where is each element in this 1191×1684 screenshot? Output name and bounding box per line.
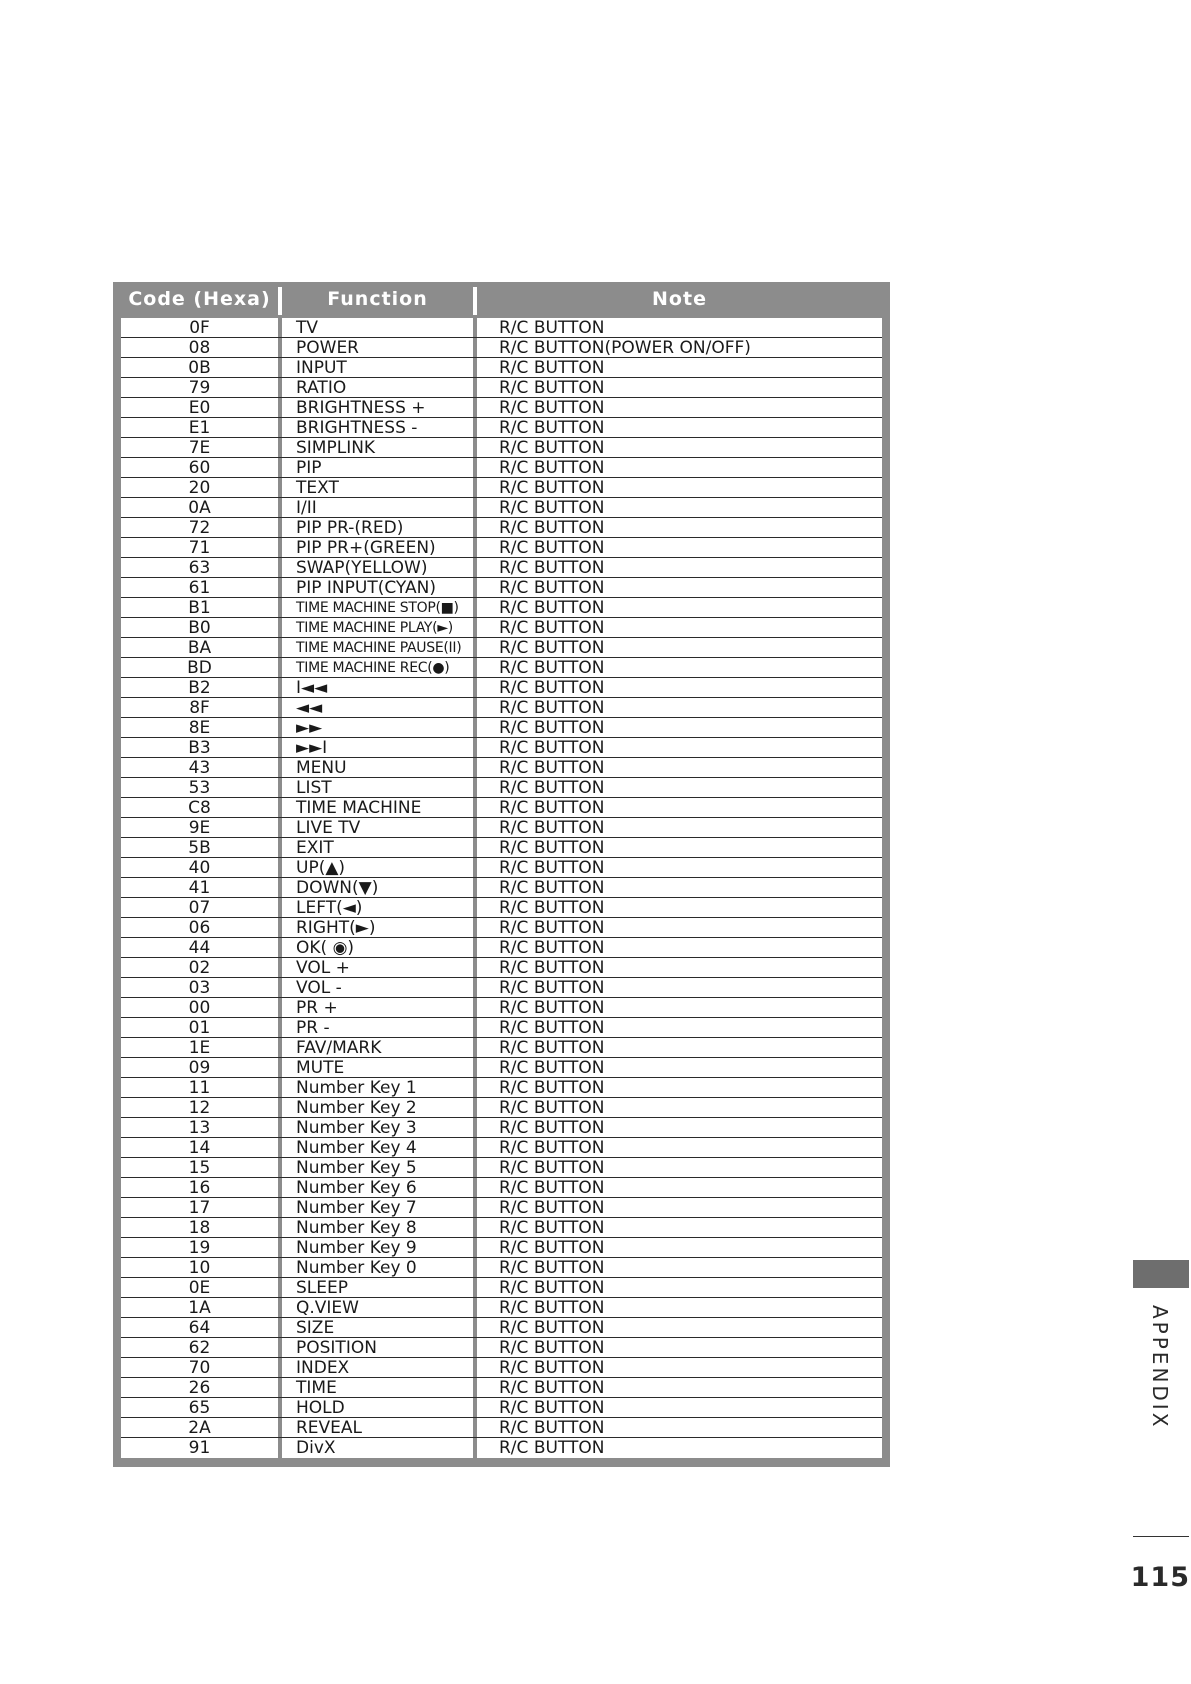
code-cell: 07 (188, 898, 211, 917)
function-cell: OK( ◉) (296, 938, 355, 957)
code-cell: 9E (188, 818, 211, 837)
header-note: Note (652, 287, 707, 310)
table-row (121, 718, 882, 738)
function-cell: TIME MACHINE (296, 798, 422, 817)
note-cell: R/C BUTTON (499, 558, 605, 577)
header-code: Code (Hexa) (128, 287, 271, 310)
function-cell: PR - (296, 1018, 330, 1037)
function-cell: Number Key 7 (296, 1198, 417, 1217)
function-cell: Number Key 4 (296, 1138, 417, 1157)
note-cell: R/C BUTTON (499, 1118, 605, 1137)
table-row (121, 1298, 882, 1318)
note-cell: R/C BUTTON (499, 1078, 605, 1097)
table-row (121, 598, 882, 618)
code-cell: 2A (188, 1418, 211, 1437)
note-cell: R/C BUTTON (499, 918, 605, 937)
function-cell: TIME MACHINE REC(●) (296, 660, 450, 676)
note-cell: R/C BUTTON (499, 518, 605, 537)
function-cell: SWAP(YELLOW) (296, 558, 428, 577)
code-cell: 06 (188, 918, 211, 937)
function-cell: PIP (296, 458, 322, 477)
note-cell: R/C BUTTON (499, 1278, 605, 1297)
code-cell: 14 (188, 1138, 211, 1157)
table-row (121, 1198, 882, 1218)
note-cell: R/C BUTTON (499, 978, 605, 997)
table-row (121, 878, 882, 898)
code-cell: 5B (188, 838, 211, 857)
table-row (121, 618, 882, 638)
table-row (121, 958, 882, 978)
code-cell: 62 (188, 1338, 211, 1357)
function-cell: ►►I (296, 738, 328, 757)
note-cell: R/C BUTTON (499, 1138, 605, 1157)
note-cell: R/C BUTTON (499, 638, 605, 657)
function-cell: TV (296, 318, 319, 337)
table-row (121, 978, 882, 998)
function-cell: Number Key 6 (296, 1178, 417, 1197)
code-cell: 17 (188, 1198, 211, 1217)
note-cell: R/C BUTTON (499, 1398, 605, 1417)
table-row (121, 1218, 882, 1238)
code-cell: B0 (188, 618, 211, 637)
function-cell: PIP PR-(RED) (296, 518, 404, 537)
note-cell: R/C BUTTON (499, 1058, 605, 1077)
code-cell: 20 (188, 478, 211, 497)
note-cell: R/C BUTTON (499, 658, 605, 677)
table-row (121, 1238, 882, 1258)
function-cell: ►► (296, 718, 323, 737)
table-row (121, 1438, 882, 1458)
function-cell: FAV/MARK (296, 1038, 382, 1057)
function-cell: Number Key 8 (296, 1218, 417, 1237)
table-row (121, 1098, 882, 1118)
code-cell: 11 (188, 1078, 211, 1097)
table-row (121, 478, 882, 498)
function-cell: ◄◄ (296, 698, 323, 717)
table-row (121, 1358, 882, 1378)
note-cell: R/C BUTTON (499, 438, 605, 457)
code-cell: 10 (188, 1258, 211, 1277)
code-cell: 91 (188, 1438, 211, 1458)
code-cell: 18 (188, 1218, 211, 1237)
code-cell: 16 (188, 1178, 211, 1197)
table-body (121, 318, 882, 1458)
code-cell: 13 (188, 1118, 211, 1137)
code-cell: E1 (188, 418, 211, 437)
note-cell: R/C BUTTON (499, 358, 605, 377)
note-cell: R/C BUTTON (499, 778, 605, 797)
page-number-rule (1133, 1536, 1189, 1537)
table-row (121, 838, 882, 858)
table-row (121, 558, 882, 578)
table-row (121, 758, 882, 778)
code-cell: 01 (188, 1018, 211, 1037)
function-cell: I◄◄ (296, 678, 328, 697)
note-cell: R/C BUTTON (499, 418, 605, 437)
code-cell: 71 (188, 538, 211, 557)
note-cell: R/C BUTTON (499, 1358, 605, 1377)
code-cell: 0F (189, 318, 210, 337)
code-cell: 0B (188, 358, 211, 377)
table-row (121, 1018, 882, 1038)
note-cell: R/C BUTTON (499, 618, 605, 637)
table-row (121, 1118, 882, 1138)
code-cell: 03 (188, 978, 211, 997)
function-cell: Number Key 9 (296, 1238, 417, 1257)
note-cell: R/C BUTTON (499, 1318, 605, 1337)
table-row (121, 998, 882, 1018)
code-cell: 63 (188, 558, 211, 577)
note-cell: R/C BUTTON (499, 538, 605, 557)
function-cell: EXIT (296, 838, 334, 857)
note-cell: R/C BUTTON (499, 758, 605, 777)
code-cell: 53 (188, 778, 211, 797)
function-cell: MUTE (296, 1058, 345, 1077)
table-row (121, 358, 882, 378)
note-cell: R/C BUTTON (499, 1258, 605, 1277)
note-cell: R/C BUTTON (499, 1038, 605, 1057)
function-cell: DOWN(▼) (296, 878, 379, 897)
table-row (121, 1038, 882, 1058)
note-cell: R/C BUTTON (499, 838, 605, 857)
code-cell: 12 (188, 1098, 211, 1117)
function-cell: SLEEP (296, 1278, 348, 1297)
note-cell: R/C BUTTON (499, 1218, 605, 1237)
function-cell: INDEX (296, 1358, 350, 1377)
function-cell: TIME MACHINE STOP(■) (296, 600, 459, 616)
table-row (121, 798, 882, 818)
function-cell: RATIO (296, 378, 347, 397)
command-code-table (113, 282, 890, 1467)
code-cell: 65 (188, 1398, 211, 1417)
code-cell: 8E (188, 718, 211, 737)
code-cell: B2 (188, 678, 211, 697)
function-cell: Number Key 0 (296, 1258, 417, 1277)
page-number: 115 (1130, 1562, 1190, 1593)
code-cell: 41 (188, 878, 211, 897)
table-row (121, 338, 882, 358)
header-function: Function (327, 287, 428, 310)
table-row (121, 1058, 882, 1078)
table-row (121, 1318, 882, 1338)
function-cell: TIME (296, 1378, 337, 1397)
code-cell: 7E (188, 438, 211, 457)
note-cell: R/C BUTTON (499, 498, 605, 517)
section-tab-marker (1133, 1260, 1189, 1288)
function-cell: Number Key 1 (296, 1078, 417, 1097)
note-cell: R/C BUTTON (499, 678, 605, 697)
table-row (121, 858, 882, 878)
table-row (121, 1258, 882, 1278)
note-cell: R/C BUTTON (499, 578, 605, 597)
table-row (121, 438, 882, 458)
function-cell: PIP PR+(GREEN) (296, 538, 436, 557)
note-cell: R/C BUTTON (499, 1158, 605, 1177)
function-cell: LIST (296, 778, 332, 797)
code-cell: 15 (188, 1158, 211, 1177)
function-cell: REVEAL (296, 1418, 363, 1437)
note-cell: R/C BUTTON (499, 378, 605, 397)
note-cell: R/C BUTTON (499, 698, 605, 717)
code-cell: BA (187, 638, 212, 657)
function-cell: BRIGHTNESS + (296, 398, 426, 417)
table-row (121, 498, 882, 518)
code-cell: 61 (188, 578, 211, 597)
note-cell: R/C BUTTON (499, 1098, 605, 1117)
note-cell: R/C BUTTON (499, 398, 605, 417)
note-cell: R/C BUTTON (499, 938, 605, 957)
note-cell: R/C BUTTON (499, 1178, 605, 1197)
table-row (121, 918, 882, 938)
function-cell: TEXT (296, 478, 339, 497)
code-cell: 79 (188, 378, 211, 397)
note-cell: R/C BUTTON (499, 1418, 605, 1437)
table-row (121, 1278, 882, 1298)
note-cell: R/C BUTTON (499, 1018, 605, 1037)
table-row (121, 378, 882, 398)
function-cell: SIZE (296, 1318, 335, 1337)
note-cell: R/C BUTTON(POWER ON/OFF) (499, 338, 751, 357)
function-cell: Number Key 2 (296, 1098, 417, 1117)
table-row (121, 398, 882, 418)
table-row (121, 1138, 882, 1158)
table-row (121, 678, 882, 698)
note-cell: R/C BUTTON (499, 478, 605, 497)
function-cell: VOL + (296, 958, 350, 977)
code-cell: 44 (188, 938, 211, 957)
code-cell: BD (187, 658, 212, 677)
note-cell: R/C BUTTON (499, 598, 605, 617)
function-cell: Number Key 3 (296, 1118, 417, 1137)
code-cell: 40 (188, 858, 211, 877)
function-cell: HOLD (296, 1398, 345, 1417)
code-cell: 43 (188, 758, 211, 777)
function-cell: TIME MACHINE PLAY(►) (296, 620, 453, 636)
note-cell: R/C BUTTON (499, 318, 605, 337)
table-row (121, 418, 882, 438)
table-row (121, 938, 882, 958)
table-row (121, 818, 882, 838)
function-cell: INPUT (296, 358, 347, 377)
code-cell: 0E (188, 1278, 211, 1297)
note-cell: R/C BUTTON (499, 1238, 605, 1257)
note-cell: R/C BUTTON (499, 958, 605, 977)
code-cell: E0 (188, 398, 211, 417)
code-cell: 0A (188, 498, 211, 517)
function-cell: LEFT(◄) (296, 898, 363, 917)
table-header (121, 282, 882, 315)
function-cell: LIVE TV (296, 818, 361, 837)
code-cell: 70 (188, 1358, 211, 1377)
table-row (121, 658, 882, 678)
function-cell: RIGHT(►) (296, 918, 376, 937)
note-cell: R/C BUTTON (499, 878, 605, 897)
table-row (121, 518, 882, 538)
note-cell: R/C BUTTON (499, 1378, 605, 1397)
function-cell: POWER (296, 338, 359, 357)
code-cell: 8F (189, 698, 210, 717)
function-cell: MENU (296, 758, 347, 777)
function-cell: SIMPLINK (296, 438, 376, 457)
section-label: APPENDIX (1148, 1305, 1172, 1430)
table-row (121, 538, 882, 558)
note-cell: R/C BUTTON (499, 818, 605, 837)
table-row (121, 1158, 882, 1178)
code-cell: C8 (188, 798, 211, 817)
code-cell: B1 (188, 598, 211, 617)
function-cell: POSITION (296, 1338, 377, 1357)
function-cell: BRIGHTNESS - (296, 418, 418, 437)
code-cell: 19 (188, 1238, 211, 1257)
note-cell: R/C BUTTON (499, 1298, 605, 1317)
code-cell: 26 (188, 1378, 211, 1397)
code-cell: 64 (188, 1318, 211, 1337)
note-cell: R/C BUTTON (499, 1338, 605, 1357)
table-row (121, 1338, 882, 1358)
table-row (121, 898, 882, 918)
table-row (121, 578, 882, 598)
note-cell: R/C BUTTON (499, 738, 605, 757)
table-row (121, 458, 882, 478)
function-cell: Number Key 5 (296, 1158, 417, 1177)
function-cell: PR + (296, 998, 338, 1017)
note-cell: R/C BUTTON (499, 998, 605, 1017)
table-row (121, 1078, 882, 1098)
function-cell: UP(▲) (296, 858, 346, 877)
code-cell: 08 (188, 338, 211, 357)
function-cell: VOL - (296, 978, 342, 997)
table-row (121, 698, 882, 718)
note-cell: R/C BUTTON (499, 718, 605, 737)
table-row (121, 318, 882, 338)
note-cell: R/C BUTTON (499, 1198, 605, 1217)
table-row (121, 1378, 882, 1398)
code-cell: 1E (188, 1038, 211, 1057)
code-cell: 60 (188, 458, 211, 477)
function-cell: Q.VIEW (296, 1298, 359, 1317)
code-cell: B3 (188, 738, 211, 757)
note-cell: R/C BUTTON (499, 898, 605, 917)
table-row (121, 778, 882, 798)
table-row (121, 738, 882, 758)
table-row (121, 1178, 882, 1198)
function-cell: DivX (296, 1438, 336, 1458)
function-cell: PIP INPUT(CYAN) (296, 578, 436, 597)
code-cell: 02 (188, 958, 211, 977)
code-cell: 09 (188, 1058, 211, 1077)
code-cell: 72 (188, 518, 211, 537)
function-cell: I/II (296, 498, 317, 517)
code-cell: 1A (188, 1298, 211, 1317)
table-row (121, 638, 882, 658)
code-cell: 00 (188, 998, 211, 1017)
note-cell: R/C BUTTON (499, 798, 605, 817)
table-row (121, 1398, 882, 1418)
function-cell: TIME MACHINE PAUSE(II) (296, 640, 462, 656)
note-cell: R/C BUTTON (499, 1438, 605, 1458)
note-cell: R/C BUTTON (499, 858, 605, 877)
note-cell: R/C BUTTON (499, 458, 605, 477)
table-row (121, 1418, 882, 1438)
